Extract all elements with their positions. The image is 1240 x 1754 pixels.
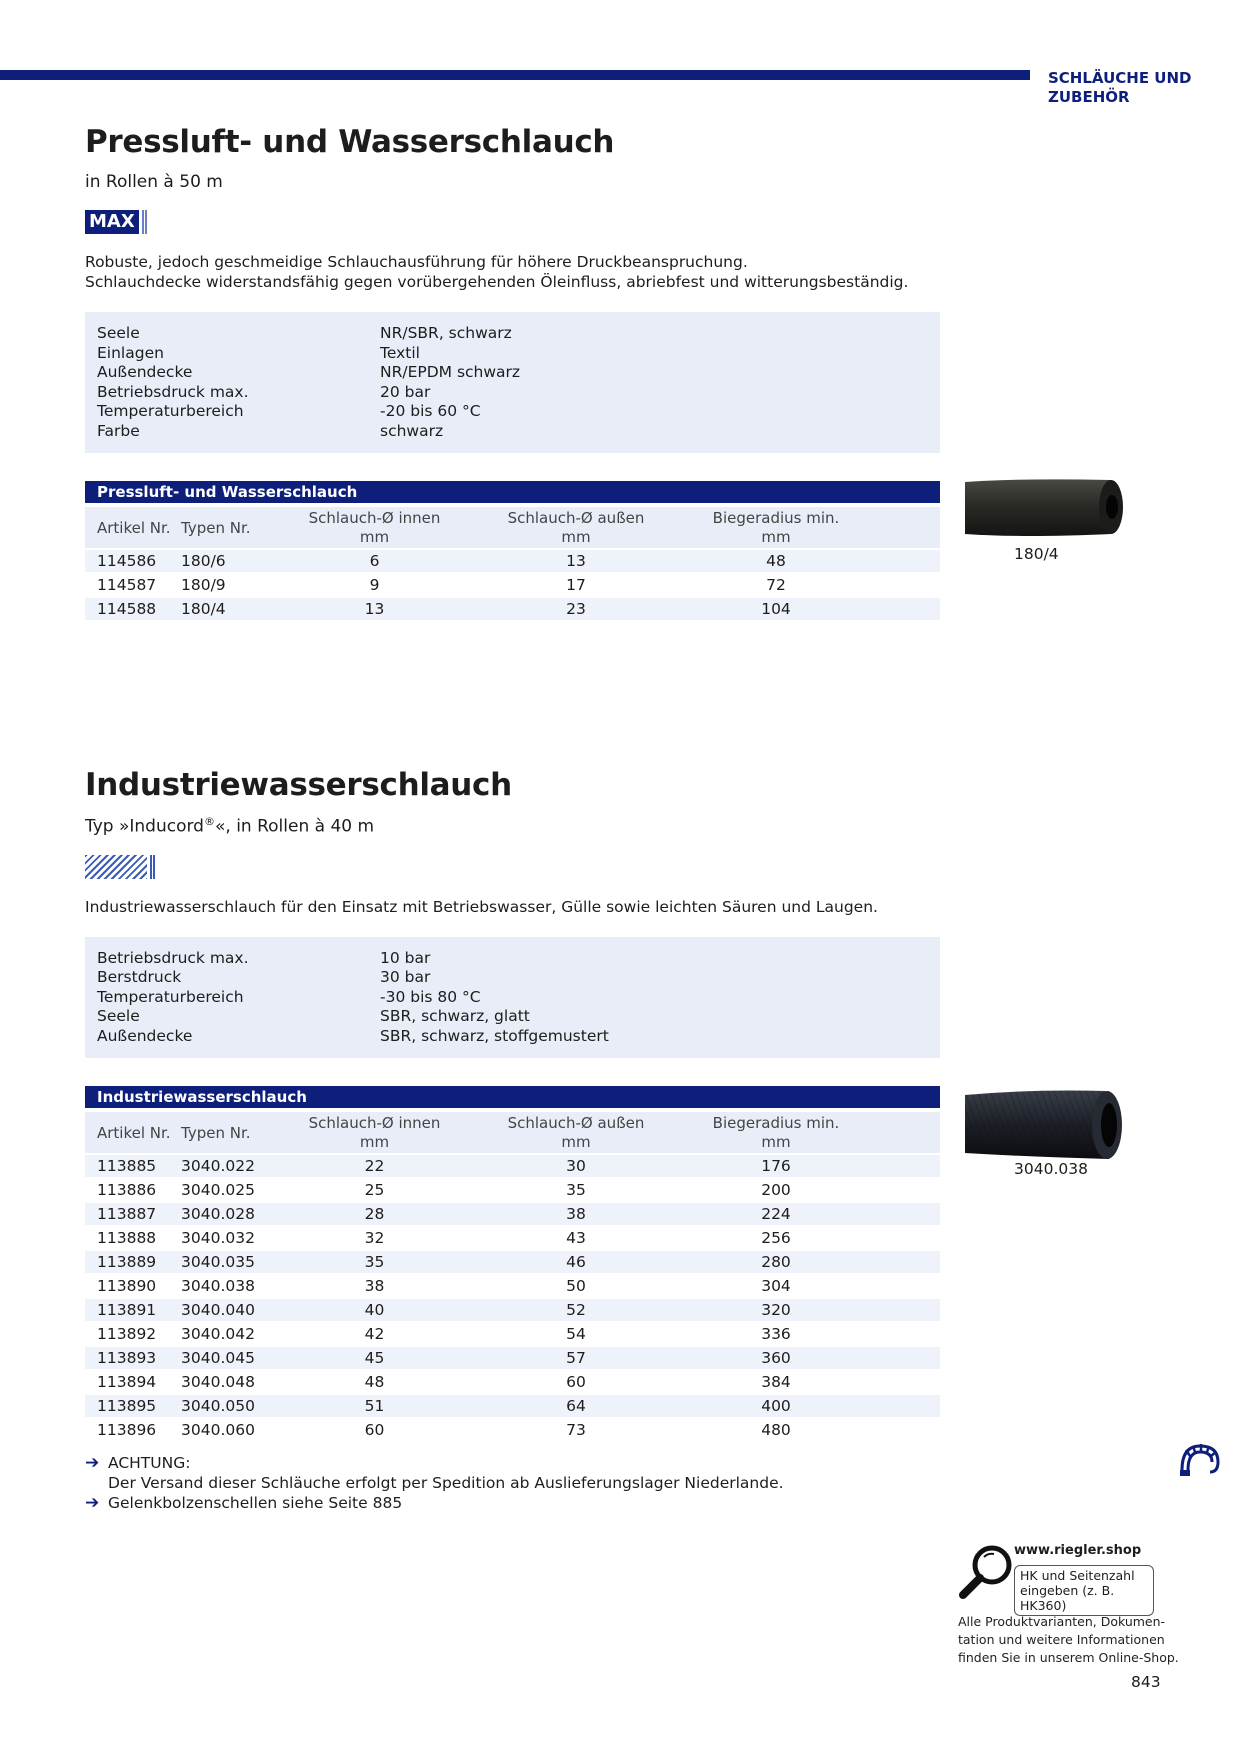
cell-innen: 40 xyxy=(364,1301,385,1320)
spec-key: Seele xyxy=(97,324,140,342)
description-line: Industriewasserschlauch für den Einsatz mit Betriebswasser, Gülle sowie leichten Säuren und Laugen. xyxy=(85,897,878,916)
image-caption: 3040.038 xyxy=(1014,1160,1088,1178)
cell-artikel: 113887 xyxy=(97,1205,157,1224)
spec-value: -30 bis 80 °C xyxy=(380,987,481,1006)
cell-typen: 180/6 xyxy=(181,552,226,570)
cell-artikel: 114586 xyxy=(97,552,157,570)
cell-spacer xyxy=(878,1394,940,1418)
shop-url[interactable]: www.riegler.shop xyxy=(1014,1543,1142,1558)
cell-artikel: 114587 xyxy=(97,576,157,594)
cell-biege: 360 xyxy=(761,1349,791,1368)
table-title: Industriewasserschlauch xyxy=(85,1086,940,1108)
spec-row xyxy=(97,324,928,344)
description-line: Robuste, jedoch geschmeidige Schlauchausführung für höhere Druckbeanspruchung. xyxy=(85,253,748,271)
section-industriewasser xyxy=(85,767,940,1441)
shop-hint: HK und Seitenzahl eingeben (z. B. HK360) xyxy=(1014,1565,1154,1616)
col-artikel: Artikel Nr. xyxy=(97,518,171,537)
col-unit: mm xyxy=(359,1133,390,1152)
cell-spacer xyxy=(878,597,940,620)
cell-spacer xyxy=(878,1154,940,1178)
registered-mark: ® xyxy=(203,815,215,828)
spec-value: NR/SBR, schwarz xyxy=(380,324,512,342)
cell-artikel: 113891 xyxy=(97,1301,157,1320)
spec-row xyxy=(97,383,928,403)
cell-spacer xyxy=(878,1274,940,1298)
cell-aussen: 60 xyxy=(566,1373,586,1392)
cell-typen: 3040.025 xyxy=(181,1181,255,1200)
table-row xyxy=(85,1154,940,1178)
cell-artikel: 114588 xyxy=(97,600,157,618)
section-title: Pressluft- und Wasserschlauch xyxy=(85,124,615,160)
cell-innen: 42 xyxy=(364,1325,385,1344)
cell-spacer xyxy=(878,1322,940,1346)
subtitle-post: «, in Rollen à 40 m xyxy=(214,816,375,837)
cell-innen: 25 xyxy=(364,1181,385,1200)
cell-spacer xyxy=(878,549,940,573)
table-row xyxy=(85,1418,940,1441)
cell-aussen: 38 xyxy=(566,1205,586,1224)
cell-innen: 60 xyxy=(364,1421,385,1440)
col-biege xyxy=(674,1112,878,1154)
spec-key: Einlagen xyxy=(97,343,164,362)
cell-artikel: 113896 xyxy=(97,1421,157,1440)
col-innen xyxy=(271,507,478,549)
cell-innen: 48 xyxy=(364,1373,385,1392)
table-row xyxy=(85,1178,940,1202)
cell-typen: 3040.048 xyxy=(181,1373,255,1392)
spec-box xyxy=(85,937,940,1059)
cell-biege: 200 xyxy=(761,1181,791,1200)
cell-aussen: 54 xyxy=(566,1325,586,1344)
cell-aussen: 64 xyxy=(566,1397,586,1416)
spec-value: 10 bar xyxy=(380,948,431,967)
cell-aussen: 73 xyxy=(566,1421,586,1440)
header-rule xyxy=(0,70,1030,80)
section-description xyxy=(85,897,940,917)
product-table xyxy=(85,507,940,620)
cell-biege: 104 xyxy=(761,600,791,618)
spec-key: Farbe xyxy=(97,421,140,440)
spec-row xyxy=(97,968,928,988)
table-title: Pressluft- und Wasserschlauch xyxy=(85,481,940,503)
arrow-right-icon: ➔ xyxy=(85,1453,100,1473)
cell-biege: 48 xyxy=(766,552,786,570)
cell-artikel: 113886 xyxy=(97,1181,157,1200)
cell-typen: 3040.042 xyxy=(181,1325,255,1344)
cell-biege: 224 xyxy=(761,1205,791,1224)
note-row xyxy=(85,1493,784,1513)
col-typen: Typen Nr. xyxy=(181,518,251,537)
subtitle-pre: Typ »Inducord xyxy=(85,816,204,837)
category-label: SCHLÄUCHE UND ZUBEHÖR xyxy=(1048,69,1192,106)
col-aussen xyxy=(478,507,674,549)
spec-key: Außendecke xyxy=(97,363,193,381)
col-innen xyxy=(271,1112,478,1154)
spec-value: Textil xyxy=(380,343,420,362)
col-biege-label: Biegeradius min. xyxy=(712,509,840,527)
cell-innen: 13 xyxy=(364,600,385,618)
cell-artikel: 113888 xyxy=(97,1229,157,1248)
spec-row xyxy=(97,422,928,442)
cell-typen: 3040.028 xyxy=(181,1205,255,1224)
cell-innen: 28 xyxy=(364,1205,385,1224)
cell-spacer xyxy=(878,1226,940,1250)
spec-row xyxy=(97,1007,928,1027)
cell-biege: 72 xyxy=(766,576,786,594)
cell-typen: 3040.045 xyxy=(181,1349,255,1368)
cell-biege: 304 xyxy=(761,1277,791,1296)
cell-biege: 256 xyxy=(761,1229,791,1248)
shop-info: Alle Produktvarianten, Dokumen-tation und weitere Informationen finden Sie in unserem Online-Shop. xyxy=(958,1614,1179,1665)
spec-row xyxy=(97,1027,928,1047)
cell-typen: 180/9 xyxy=(181,576,226,594)
table-row xyxy=(85,1274,940,1298)
note-link[interactable]: Gelenkbolzenschellen siehe Seite 885 xyxy=(108,1494,403,1512)
description-line: Schlauchdecke widerstandsfähig gegen vorübergehenden Öleinfluss, abriebfest und witterungsbeständig. xyxy=(85,273,909,291)
spec-key: Betriebsdruck max. xyxy=(97,948,249,967)
spec-key: Berstdruck xyxy=(97,968,182,987)
cell-typen: 3040.032 xyxy=(181,1229,255,1248)
col-unit: mm xyxy=(561,528,591,546)
col-spacer xyxy=(878,1112,940,1154)
col-aussen xyxy=(478,1112,674,1154)
cell-biege: 480 xyxy=(761,1421,791,1440)
table-header-row xyxy=(85,507,940,549)
cell-aussen: 46 xyxy=(566,1253,586,1272)
table-row xyxy=(85,1226,940,1250)
page-number: 843 xyxy=(1131,1673,1161,1691)
table-row xyxy=(85,1394,940,1418)
cell-innen: 9 xyxy=(369,576,380,594)
spec-value: SBR, schwarz, glatt xyxy=(380,1007,530,1026)
cell-aussen: 35 xyxy=(566,1181,586,1200)
cell-artikel: 113895 xyxy=(97,1397,157,1416)
cell-spacer xyxy=(878,1202,940,1226)
hose-image-180-4 xyxy=(963,476,1133,540)
section-subtitle xyxy=(85,815,940,837)
spec-row xyxy=(97,988,928,1008)
cell-typen: 3040.038 xyxy=(181,1277,255,1296)
table-row xyxy=(85,1370,940,1394)
cell-aussen: 17 xyxy=(566,576,586,594)
cell-innen: 35 xyxy=(364,1253,385,1272)
spec-key: Betriebsdruck max. xyxy=(97,382,249,401)
cell-artikel: 113892 xyxy=(97,1325,157,1344)
spec-value: schwarz xyxy=(380,421,444,440)
arrow-right-icon: ➔ xyxy=(85,1493,100,1513)
col-innen-label: Schlauch-Ø innen xyxy=(308,509,441,527)
cell-spacer xyxy=(878,1250,940,1274)
badge-bars-icon xyxy=(150,855,155,879)
cell-spacer xyxy=(878,1418,940,1441)
cell-spacer xyxy=(878,1298,940,1322)
section-description xyxy=(85,252,940,292)
spec-value: -20 bis 60 °C xyxy=(380,402,481,420)
cell-typen: 3040.050 xyxy=(181,1397,255,1416)
spec-value: SBR, schwarz, stoffgemustert xyxy=(380,1026,609,1045)
cell-innen: 38 xyxy=(364,1277,385,1296)
cell-biege: 280 xyxy=(761,1253,791,1272)
note-row xyxy=(85,1453,784,1473)
cell-aussen: 50 xyxy=(566,1277,586,1296)
spec-box xyxy=(85,312,940,453)
note-title: ACHTUNG: xyxy=(108,1454,191,1472)
cell-biege: 336 xyxy=(761,1325,791,1344)
col-unit: mm xyxy=(359,528,390,546)
cell-innen: 32 xyxy=(364,1229,385,1248)
spec-row xyxy=(97,402,928,422)
section-subtitle: in Rollen à 50 m xyxy=(85,172,223,192)
product-table xyxy=(85,1112,940,1441)
cell-artikel: 113893 xyxy=(97,1349,157,1368)
cell-typen: 3040.035 xyxy=(181,1253,255,1272)
cell-biege: 384 xyxy=(761,1373,791,1392)
cell-innen: 45 xyxy=(364,1349,385,1368)
table-header-row xyxy=(85,1112,940,1154)
cell-typen: 3040.040 xyxy=(181,1301,255,1320)
cell-biege: 176 xyxy=(761,1157,791,1176)
spec-value: NR/EPDM schwarz xyxy=(380,363,521,381)
max-badge xyxy=(85,210,940,234)
cell-aussen: 23 xyxy=(566,600,586,618)
section-title: Industriewasserschlauch xyxy=(85,767,512,803)
cell-spacer xyxy=(878,1370,940,1394)
col-aussen-label: Schlauch-Ø außen xyxy=(507,1114,645,1133)
col-innen-label: Schlauch-Ø innen xyxy=(308,1114,441,1133)
cell-typen: 3040.060 xyxy=(181,1421,255,1440)
spec-key: Temperaturbereich xyxy=(97,402,244,420)
cell-innen: 51 xyxy=(364,1397,385,1416)
table-row xyxy=(85,1250,940,1274)
cell-spacer xyxy=(878,1346,940,1370)
table-row xyxy=(85,1322,940,1346)
col-biege xyxy=(674,507,878,549)
col-typen: Typen Nr. xyxy=(181,1123,251,1142)
cell-biege: 400 xyxy=(761,1397,791,1416)
hose-coil-icon xyxy=(1176,1440,1224,1478)
col-unit: mm xyxy=(561,1133,591,1152)
col-spacer xyxy=(878,507,940,549)
flex-badge xyxy=(85,855,940,879)
notes xyxy=(85,1453,784,1513)
cell-aussen: 52 xyxy=(566,1301,586,1320)
cell-artikel: 113894 xyxy=(97,1373,157,1392)
cell-typen: 180/4 xyxy=(181,600,226,618)
col-biege-label: Biegeradius min. xyxy=(712,1114,840,1133)
col-aussen-label: Schlauch-Ø außen xyxy=(507,509,645,527)
cell-biege: 320 xyxy=(761,1301,791,1320)
col-unit: mm xyxy=(761,528,791,546)
table-row xyxy=(85,549,940,573)
table-row xyxy=(85,1202,940,1226)
table-row xyxy=(85,1346,940,1370)
spec-row xyxy=(97,949,928,969)
spec-key: Außendecke xyxy=(97,1026,193,1045)
col-unit: mm xyxy=(761,1133,791,1152)
cell-aussen: 43 xyxy=(566,1229,586,1248)
table-row xyxy=(85,573,940,597)
cell-artikel: 113889 xyxy=(97,1253,157,1272)
cell-spacer xyxy=(878,1178,940,1202)
cell-aussen: 57 xyxy=(566,1349,586,1368)
badge-label: MAX xyxy=(85,210,139,234)
section-pressluft xyxy=(85,124,940,620)
spec-row xyxy=(97,363,928,383)
badge-label xyxy=(85,855,147,879)
cell-innen: 6 xyxy=(369,552,380,570)
cell-innen: 22 xyxy=(364,1157,385,1176)
cell-aussen: 13 xyxy=(566,552,586,570)
spec-key: Temperaturbereich xyxy=(97,987,244,1006)
cell-artikel: 113890 xyxy=(97,1277,157,1296)
table-row xyxy=(85,597,940,620)
hose-image-3040-038 xyxy=(963,1087,1133,1165)
cell-spacer xyxy=(878,573,940,597)
spec-value: 30 bar xyxy=(380,968,431,987)
cell-typen: 3040.022 xyxy=(181,1157,255,1176)
spec-key: Seele xyxy=(97,1007,140,1026)
table-row xyxy=(85,1298,940,1322)
image-caption: 180/4 xyxy=(1014,545,1059,563)
col-artikel: Artikel Nr. xyxy=(97,1123,171,1142)
magnifier-icon xyxy=(958,1543,1016,1601)
badge-bars-icon xyxy=(142,210,147,234)
note-text: Der Versand dieser Schläuche erfolgt per Spedition ab Auslieferungslager Niederlande. xyxy=(108,1474,784,1492)
cell-artikel: 113885 xyxy=(97,1157,157,1176)
spec-value: 20 bar xyxy=(380,382,431,401)
spec-row xyxy=(97,344,928,364)
cell-aussen: 30 xyxy=(566,1157,586,1176)
